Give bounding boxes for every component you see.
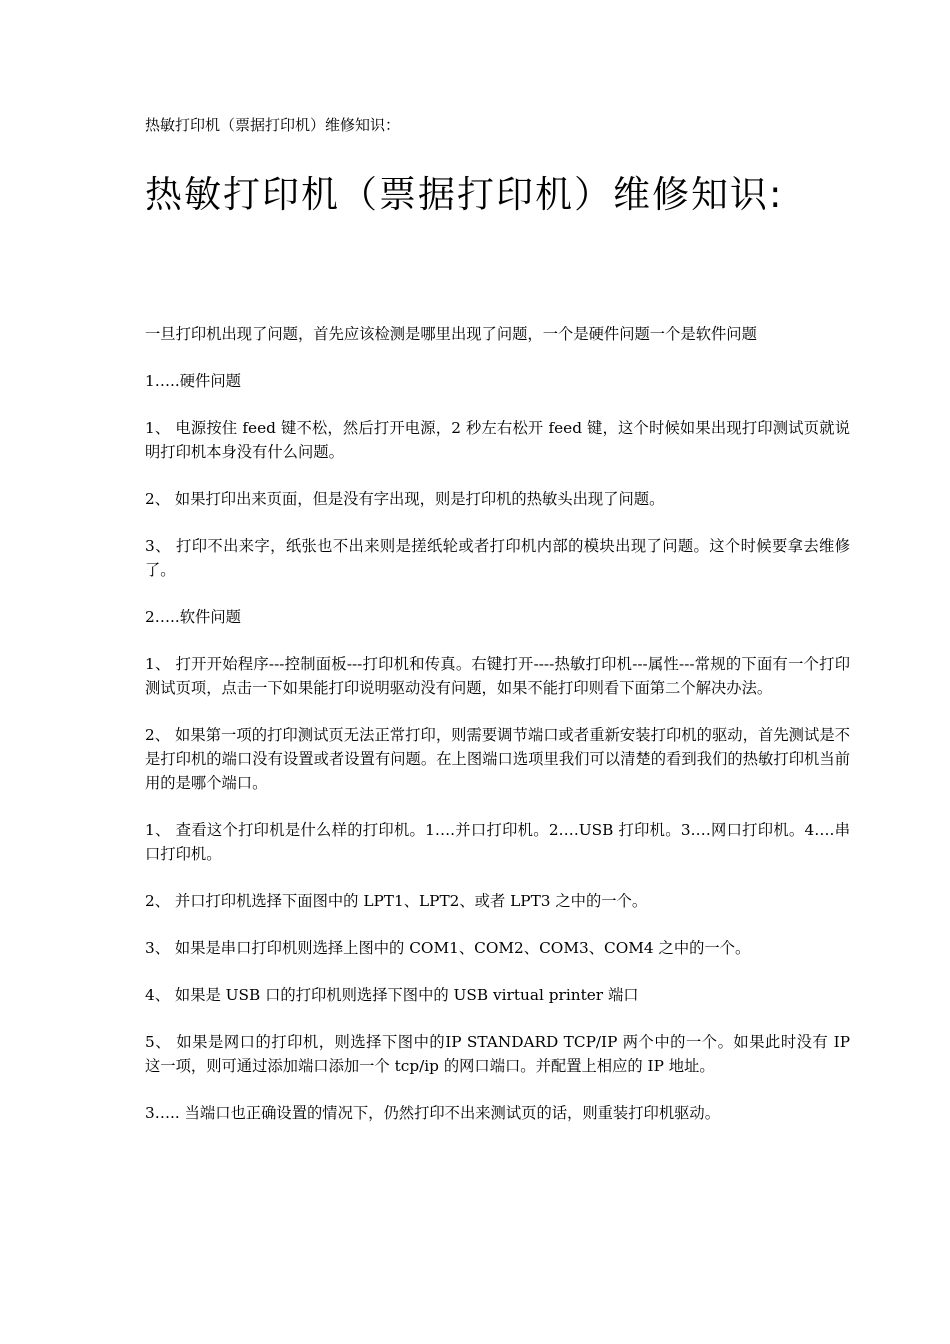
paragraph: 5、 如果是网口的打印机，则选择下图中的IP STANDARD TCP/IP 两个中的一个。如果此时没有 IP 这一项，则可通过添加端口添加一个 tcp/ip 的网口端口。并配置上相应的 IP 地址。 <box>145 1033 850 1075</box>
paragraph: 3….. 当端口也正确设置的情况下，仍然打印不出来测试页的话，则重装打印机驱动。 <box>145 1104 721 1122</box>
paragraph-list <box>145 322 850 1125</box>
paragraph: 一旦打印机出现了问题，首先应该检测是哪里出现了问题，一个是硬件问题一个是软件问题 <box>145 325 757 343</box>
paragraph: 4、 如果是 USB 口的打印机则选择下图中的 USB virtual printer 端口 <box>145 986 639 1004</box>
paragraph: 2、 如果打印出来页面，但是没有字出现，则是打印机的热敏头出现了问题。 <box>145 490 665 508</box>
paragraph: 1、 电源按住 feed 键不松，然后打开电源，2 秒左右松开 feed 键，这个时候如果出现打印测试页就说明打印机本身没有什么问题。 <box>145 419 850 461</box>
paragraph: 1、 打开开始程序---控制面板---打印机和传真。右键打开----热敏打印机---属性---常规的下面有一个打印测试页项，点击一下如果能打印说明驱动没有问题，如果不能打印则看下面第二个解决办法。 <box>145 655 850 697</box>
paragraph: 3、 打印不出来字，纸张也不出来则是搓纸轮或者打印机内部的模块出现了问题。这个时候要拿去维修了。 <box>145 537 850 579</box>
paragraph: 1、 查看这个打印机是什么样的打印机。1….并口打印机。2….USB 打印机。3….网口打印机。4….串口打印机。 <box>145 821 850 863</box>
paragraph: 1…..硬件问题 <box>145 372 241 390</box>
paragraph: 2、 如果第一项的打印测试页无法正常打印，则需要调节端口或者重新安装打印机的驱动，首先测试是不是打印机的端口没有设置或者设置有问题。在上图端口选项里我们可以清楚的看到我们的热敏打印机当前用的是哪个端口。 <box>145 726 850 792</box>
paragraph: 2…..软件问题 <box>145 608 241 626</box>
paragraph: 2、 并口打印机选择下面图中的 LPT1、LPT2、或者 LPT3 之中的一个。 <box>145 892 648 910</box>
document-content <box>145 114 850 1148</box>
document-subtitle: 热敏打印机（票据打印机）维修知识： <box>145 116 401 134</box>
paragraph: 3、 如果是串口打印机则选择上图中的 COM1、COM2、COM3、COM4 之中的一个。 <box>145 939 751 957</box>
document-title: 热敏打印机（票据打印机）维修知识: <box>145 173 784 216</box>
